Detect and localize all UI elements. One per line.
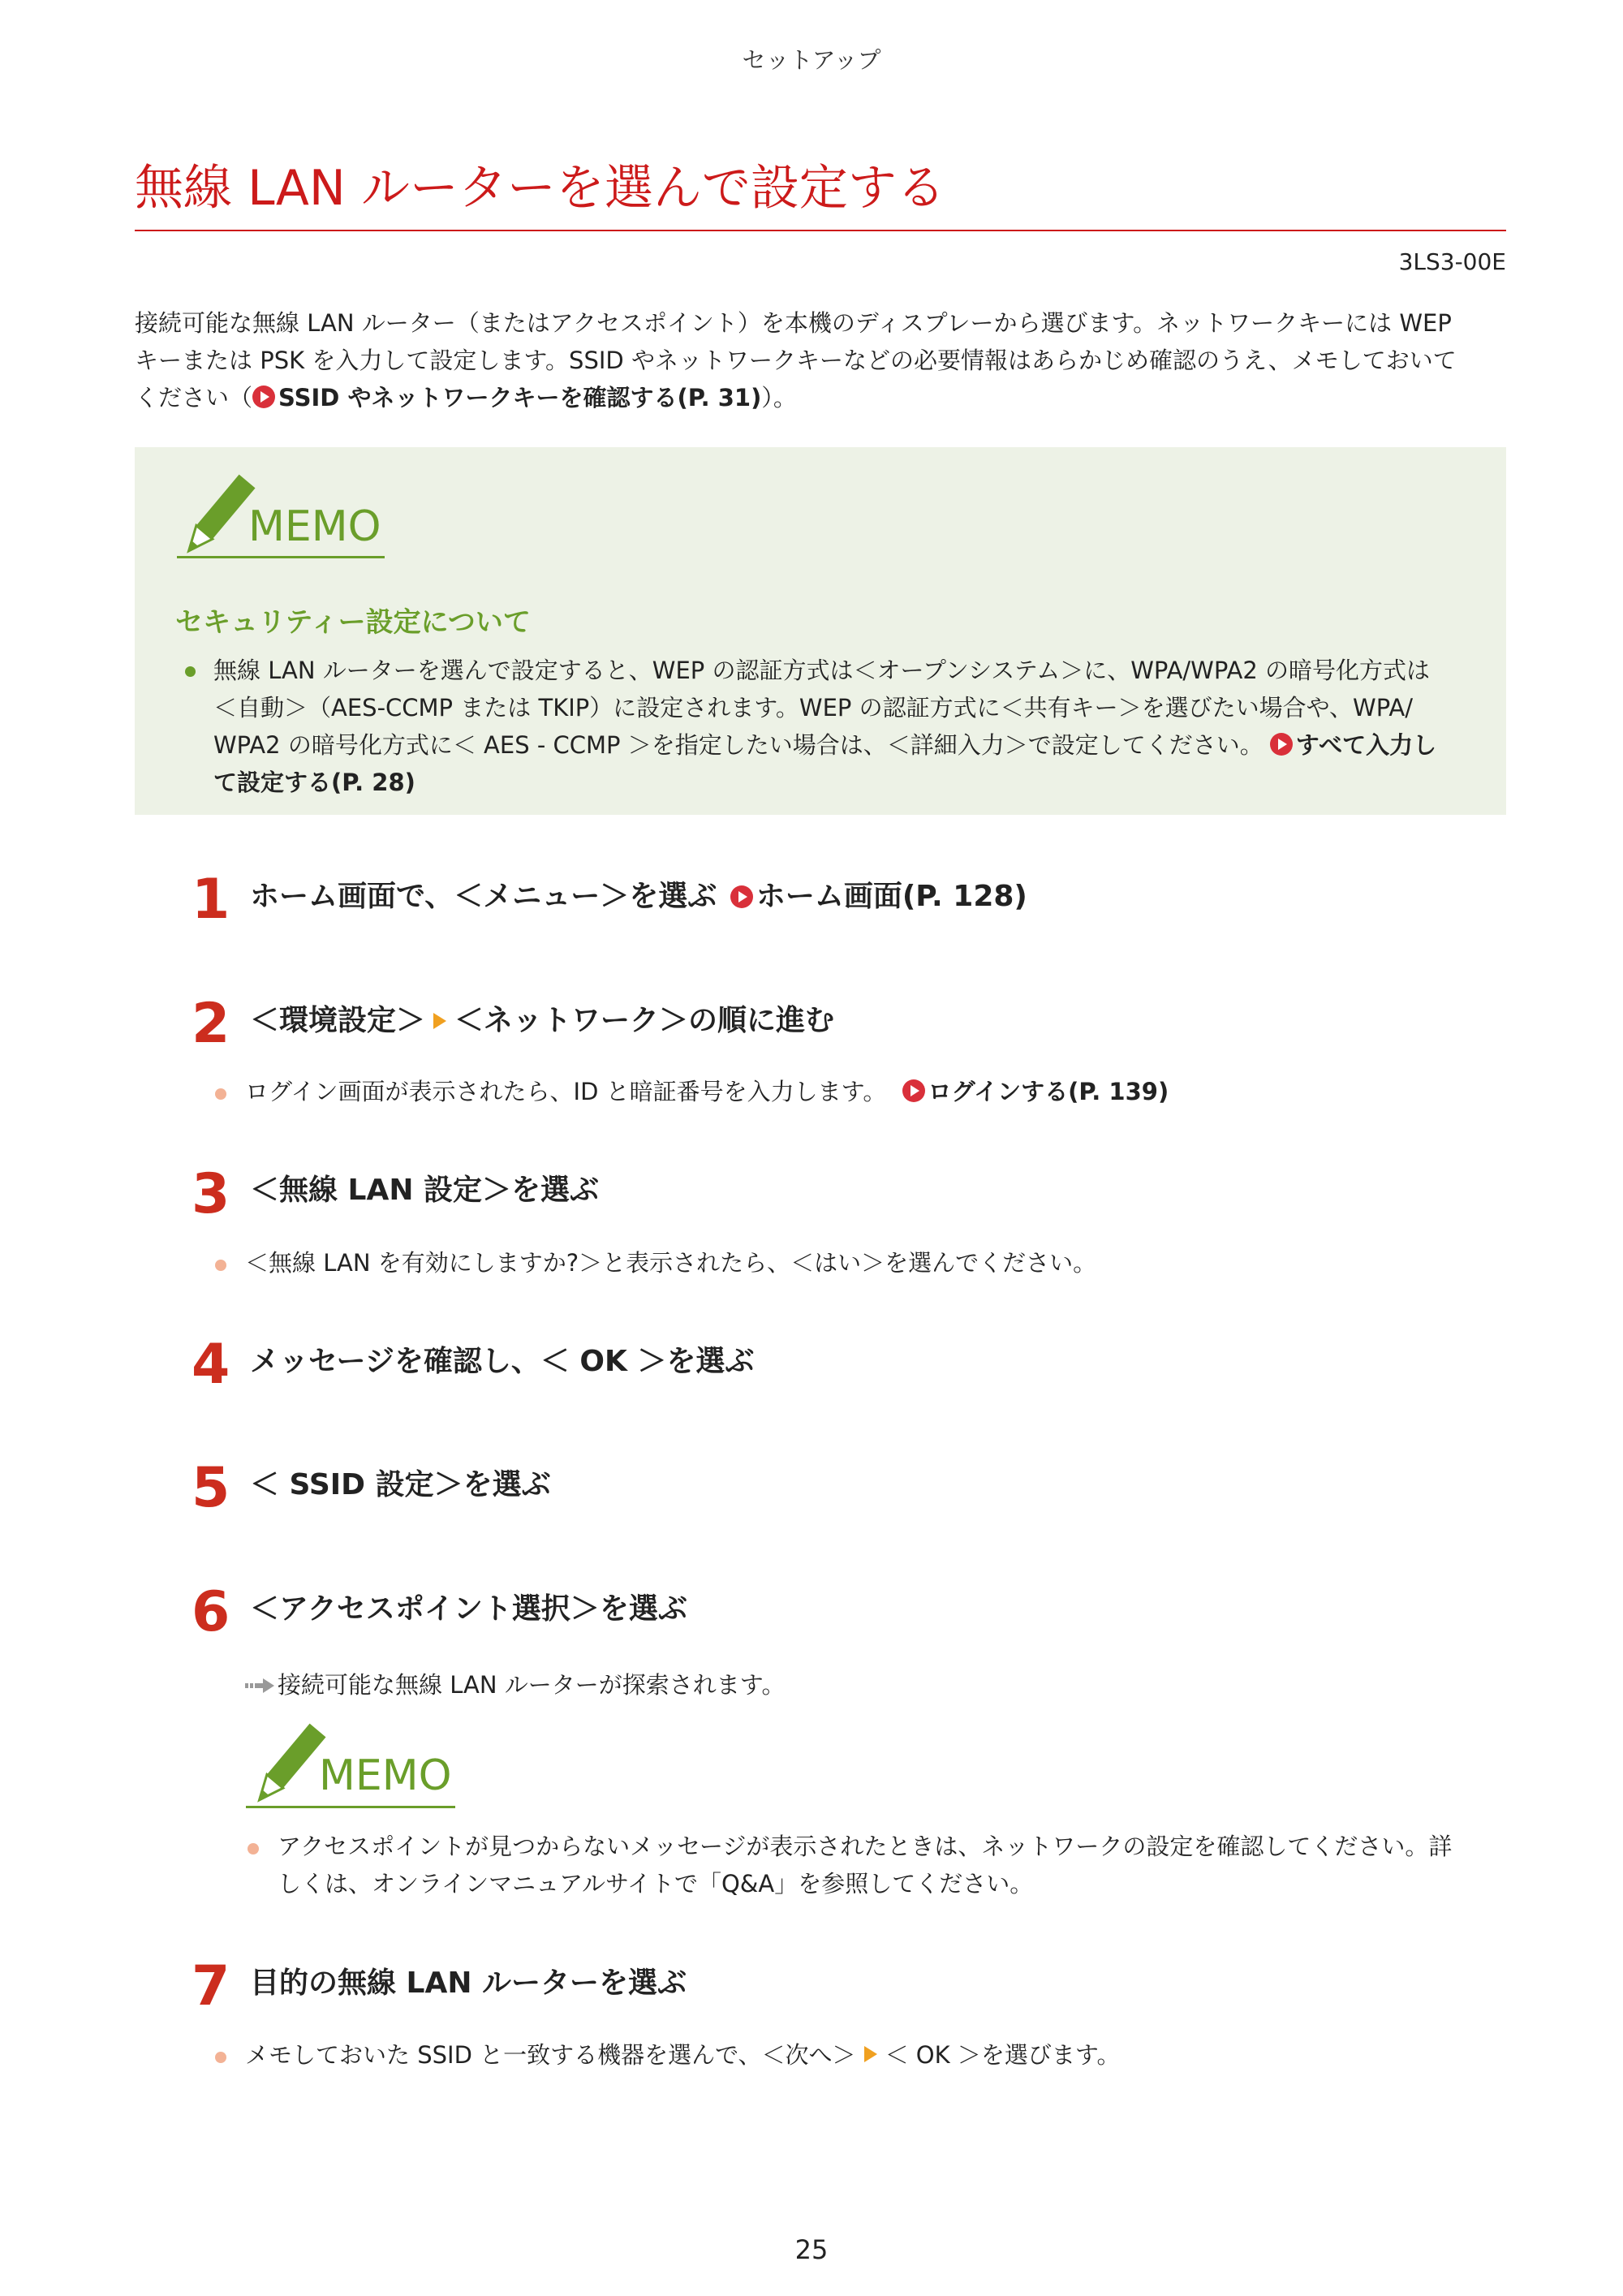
bullet-icon: [215, 1088, 226, 1100]
step-memo-text: [278, 1828, 1527, 1902]
step-2-note: ログイン画面が表示されたら、ID と暗証番号を入力します。: [245, 1078, 887, 1105]
step-number: 2: [192, 992, 230, 1056]
memo-label: MEMO: [319, 1751, 452, 1800]
memo-line-3: [213, 726, 1479, 764]
doc-code: 3LS3-00E: [1398, 248, 1506, 275]
step-result: 接続可能な無線 LAN ルーターが探索されます。: [278, 1671, 786, 1699]
step-number: 3: [192, 1162, 230, 1226]
memo-line-3-text: WPA2 の暗号化方式に＜ AES - CCMP ＞を指定したい場合は、＜詳細入力＞で設定してください。: [213, 731, 1264, 759]
step-number: 1: [192, 868, 230, 932]
step-title: [250, 1003, 834, 1038]
title-rule: [135, 230, 1506, 231]
step-title: メッセージを確認し、＜ OK ＞を選ぶ: [250, 1345, 755, 1378]
intro-line-2: キーまたは PSK を入力して設定します。SSID やネットワークキーなどの必要情報はあらかじめ確認のうえ、メモしておいて: [135, 347, 1457, 374]
step-memo-line-2: しくは、オンラインマニュアルサイトで「Q&A」を参照してください。: [278, 1870, 1034, 1898]
memo-line-1: 無線 LAN ルーターを選んで設定すると、WEP の認証方式は＜オープンシステム＞に、WPA/WPA2 の暗号化方式は: [213, 657, 1430, 684]
link-arrow-icon: [1270, 733, 1293, 756]
pencil-icon: [242, 1719, 331, 1816]
step-memo-line-1: アクセスポイントが見つからないメッセージが表示されたときは、ネットワークの設定を確認してください。詳: [278, 1833, 1453, 1860]
step-title: ＜無線 LAN 設定＞を選ぶ: [250, 1174, 599, 1207]
step-title: ＜ SSID 設定＞を選ぶ: [250, 1468, 551, 1501]
intro-line-3: [135, 379, 1514, 416]
running-header: セットアップ: [742, 46, 881, 74]
bullet-icon: [248, 1843, 259, 1854]
step-note: ＜無線 LAN を有効にしますか?＞と表示されたら、＜はい＞を選んでください。: [245, 1249, 1097, 1277]
step-2-title-a: ＜環境設定＞: [250, 1004, 426, 1037]
intro-paragraph: [135, 304, 1514, 416]
home-screen-link[interactable]: ホーム画面(P. 128): [756, 880, 1027, 913]
login-link[interactable]: ログインする(P. 139): [928, 1078, 1169, 1105]
memo-line-2: ＜自動＞（AES-CCMP または TKIP）に設定されます。WEP の認証方式に＜共有キー＞を選びたい場合や、WPA/: [213, 694, 1413, 722]
step-note: [245, 1073, 1169, 1110]
manual-input-link[interactable]: すべて入力し: [1295, 731, 1437, 759]
page-number: 25: [794, 2234, 829, 2265]
step-7-note-a: メモしておいた SSID と一致する機器を選んで、＜次へ＞: [245, 2041, 856, 2069]
step-1-title: ホーム画面で、＜メニュー＞を選ぶ: [250, 880, 717, 913]
bullet-icon: [215, 1260, 226, 1271]
result-arrow-icon: [245, 1677, 276, 1695]
memo-underline: [246, 1806, 455, 1808]
memo-bullet-icon: [185, 666, 196, 677]
step-title: ＜アクセスポイント選択＞を選ぶ: [250, 1592, 687, 1626]
step-7-note-b: ＜ OK ＞を選びます。: [885, 2041, 1121, 2069]
intro-line-1: 接続可能な無線 LAN ルーター（またはアクセスポイント）を本機のディスプレーから選びます。ネットワークキーには WEP: [135, 309, 1452, 337]
arrow-right-icon: [864, 2046, 877, 2062]
step-number: 5: [192, 1456, 230, 1520]
step-number: 4: [192, 1333, 230, 1397]
link-arrow-icon: [730, 885, 753, 908]
step-title: 目的の無線 LAN ルーターを選ぶ: [250, 1966, 687, 2000]
arrow-right-icon: [433, 1013, 446, 1029]
intro-line-3-text: ください（: [135, 384, 253, 411]
memo-line-4-link[interactable]: て設定する(P. 28): [213, 769, 415, 796]
bullet-icon: [215, 2052, 226, 2063]
memo-text: [213, 652, 1479, 801]
memo-underline: [177, 556, 385, 558]
intro-line-3-end: ）。: [761, 384, 797, 411]
step-note: [245, 2036, 1121, 2074]
step-title: [250, 879, 1027, 914]
step-number: 6: [192, 1580, 230, 1644]
memo-heading: セキュリティー設定について: [175, 606, 531, 639]
link-arrow-icon: [252, 386, 275, 408]
memo-box: [135, 447, 1506, 815]
page-title: 無線 LAN ルーターを選んで設定する: [135, 160, 945, 217]
step-number: 7: [192, 1954, 230, 2018]
memo-label: MEMO: [248, 502, 381, 551]
link-arrow-icon: [902, 1079, 925, 1102]
step-2-title-b: ＜ネットワーク＞の順に進む: [454, 1004, 835, 1037]
ssid-key-link[interactable]: SSID やネットワークキーを確認する(P. 31): [278, 384, 762, 411]
pencil-icon: [171, 470, 260, 567]
